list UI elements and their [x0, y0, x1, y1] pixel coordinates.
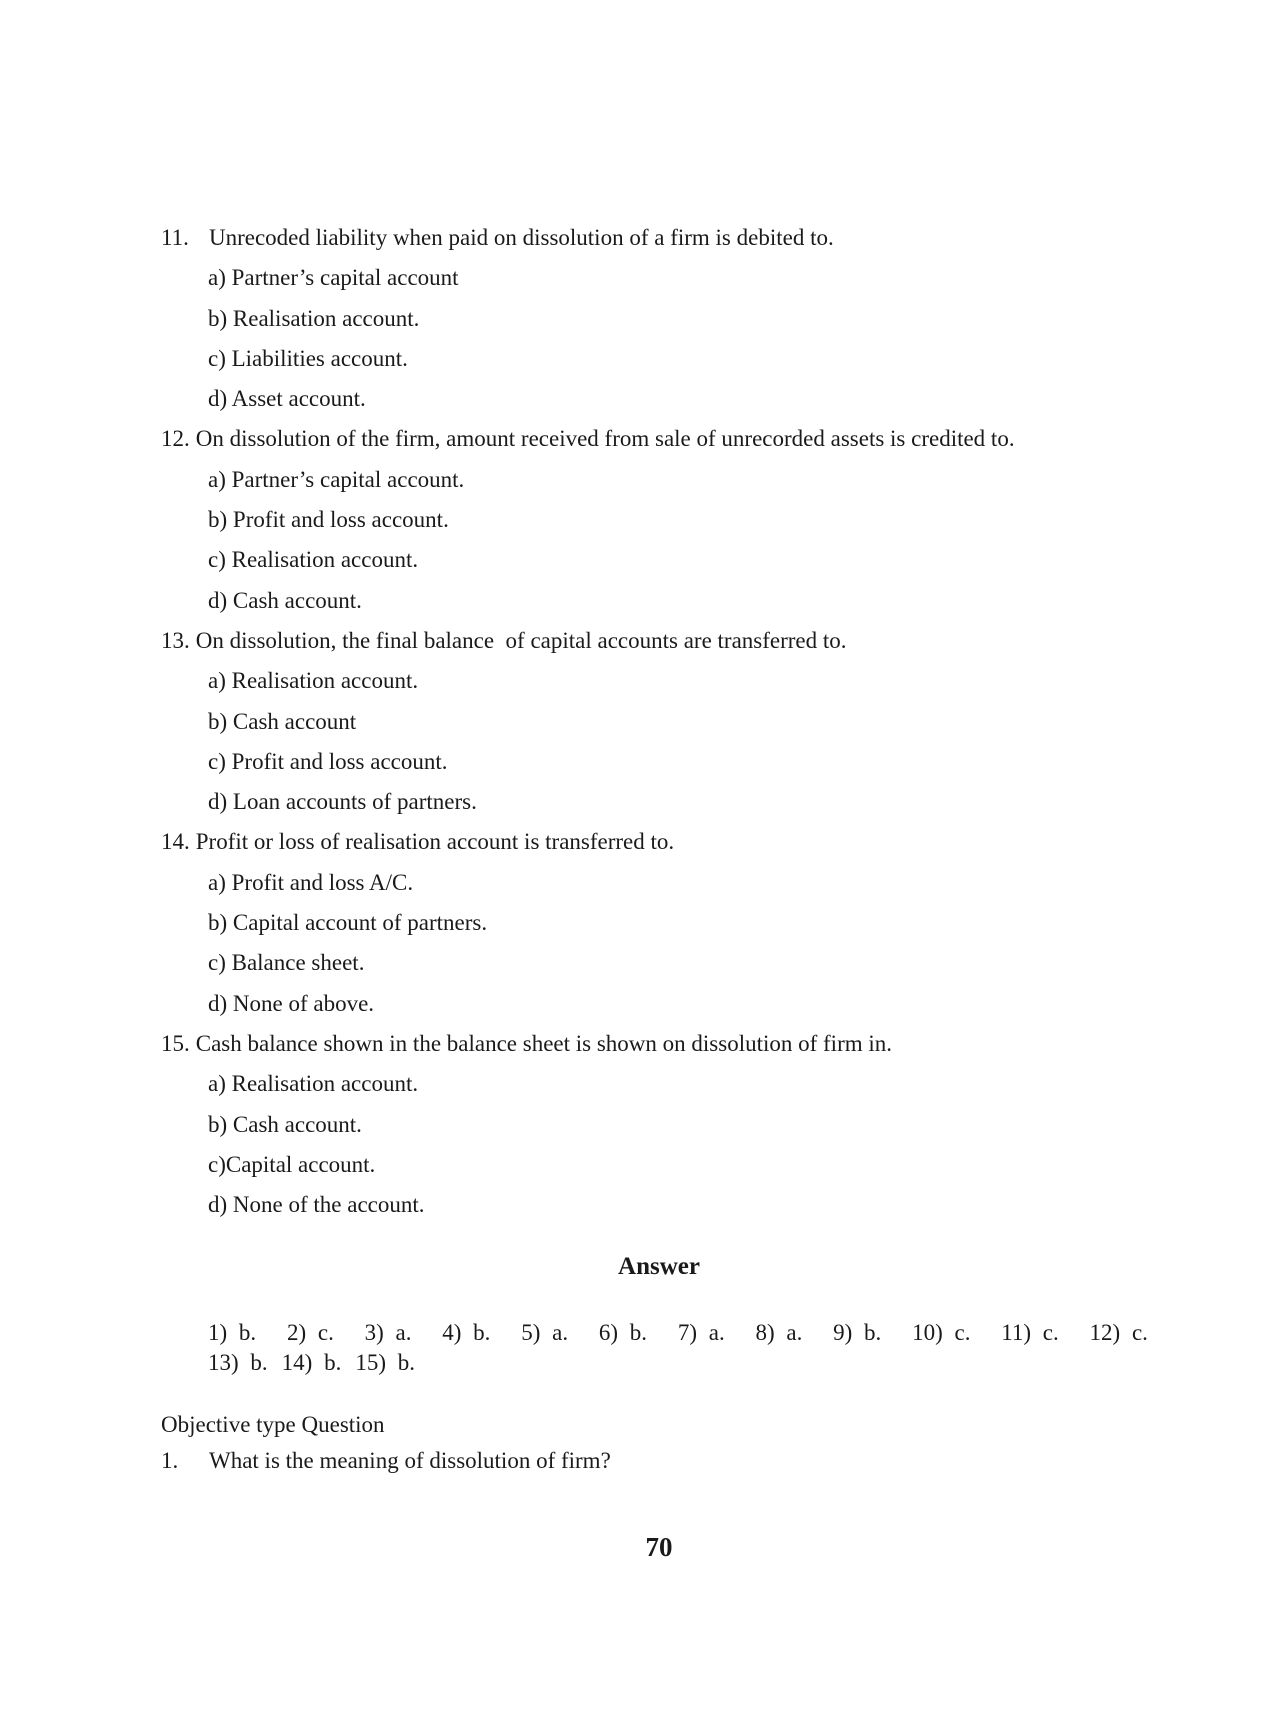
option-a: a) Partner’s capital account. [208, 466, 465, 492]
objective-question-1 [161, 1443, 611, 1479]
question-13 [161, 621, 1161, 661]
answer-item: 11) c. [1001, 1320, 1059, 1345]
question-text: Profit or loss of realisation account is transferred to. [195, 829, 675, 855]
answer-key [208, 1318, 1148, 1378]
option-d: d) Cash account. [208, 587, 362, 613]
option-a: a) Profit and loss A/C. [208, 869, 414, 895]
question-number: 11. [161, 225, 189, 250]
option-b: b) Cash account [208, 708, 357, 734]
answer-item: 4) b. [442, 1320, 491, 1345]
objective-section [161, 1407, 611, 1479]
answer-item: 13) b. [208, 1350, 268, 1375]
objective-heading: Objective type Question [161, 1412, 385, 1437]
option-b: b) Profit and loss account. [208, 507, 449, 533]
answer-row-2 [208, 1348, 1148, 1378]
answer-item: 5) a. [521, 1320, 569, 1345]
question-text: On dissolution of the firm, amount received from sale of unrecorded assets is credited to. [195, 426, 1015, 452]
answer-item: 14) b. [281, 1350, 342, 1375]
answer-row-1 [208, 1318, 1148, 1348]
question-text: Unrecoded liability when paid on dissolution of a firm is debited to. [209, 225, 834, 250]
question-number: 13. [161, 627, 190, 653]
option-b: b) Realisation account. [208, 305, 420, 331]
option-b: b) Cash account. [208, 1111, 362, 1137]
answer-item: 3) a. [364, 1320, 412, 1345]
option-a: a) Realisation account. [208, 1071, 419, 1097]
option-b: b) Capital account of partners. [208, 910, 488, 936]
mcq-list [161, 218, 1161, 1225]
option-a: a) Realisation account. [208, 668, 419, 694]
answer-item: 9) b. [833, 1320, 882, 1345]
question-number: 1. [161, 1448, 179, 1473]
option-d: d) Loan accounts of partners. [208, 789, 477, 815]
option-c: c) Liabilities account. [208, 345, 408, 371]
question-14 [161, 822, 1161, 862]
answer-item: 6) b. [598, 1320, 648, 1345]
question-number: 14. [161, 829, 190, 855]
option-c: c)Capital account. [208, 1151, 376, 1177]
answer-item: 2) c. [286, 1320, 334, 1345]
answer-item: 12) c. [1089, 1320, 1148, 1345]
question-text: On dissolution, the final balance of capital accounts are transferred to. [195, 627, 847, 653]
answer-heading: Answer [618, 1253, 700, 1280]
option-d: d) None of above. [208, 990, 375, 1016]
option-c: c) Realisation account. [208, 547, 419, 573]
option-d: d) Asset account. [208, 386, 366, 412]
answer-item: 8) a. [755, 1320, 803, 1345]
answer-item: 10) c. [912, 1320, 971, 1345]
option-a: a) Partner’s capital account [208, 265, 459, 291]
question-number: 12. [161, 426, 190, 452]
answer-item: 15) b. [355, 1350, 416, 1375]
question-12 [161, 419, 1161, 459]
option-c: c) Balance sheet. [208, 950, 365, 976]
answer-item: 7) a. [677, 1320, 725, 1345]
question-text: Cash balance shown in the balance sheet is shown on dissolution of firm in. [195, 1030, 893, 1056]
question-text: What is the meaning of dissolution of firm? [209, 1448, 611, 1473]
question-number: 15. [161, 1030, 190, 1056]
question-15 [161, 1024, 1161, 1064]
page-number: 70 [645, 1532, 673, 1562]
option-d: d) None of the account. [208, 1192, 425, 1218]
answer-item: 1) b. [208, 1320, 257, 1345]
question-11 [161, 218, 1161, 258]
option-c: c) Profit and loss account. [208, 748, 448, 774]
